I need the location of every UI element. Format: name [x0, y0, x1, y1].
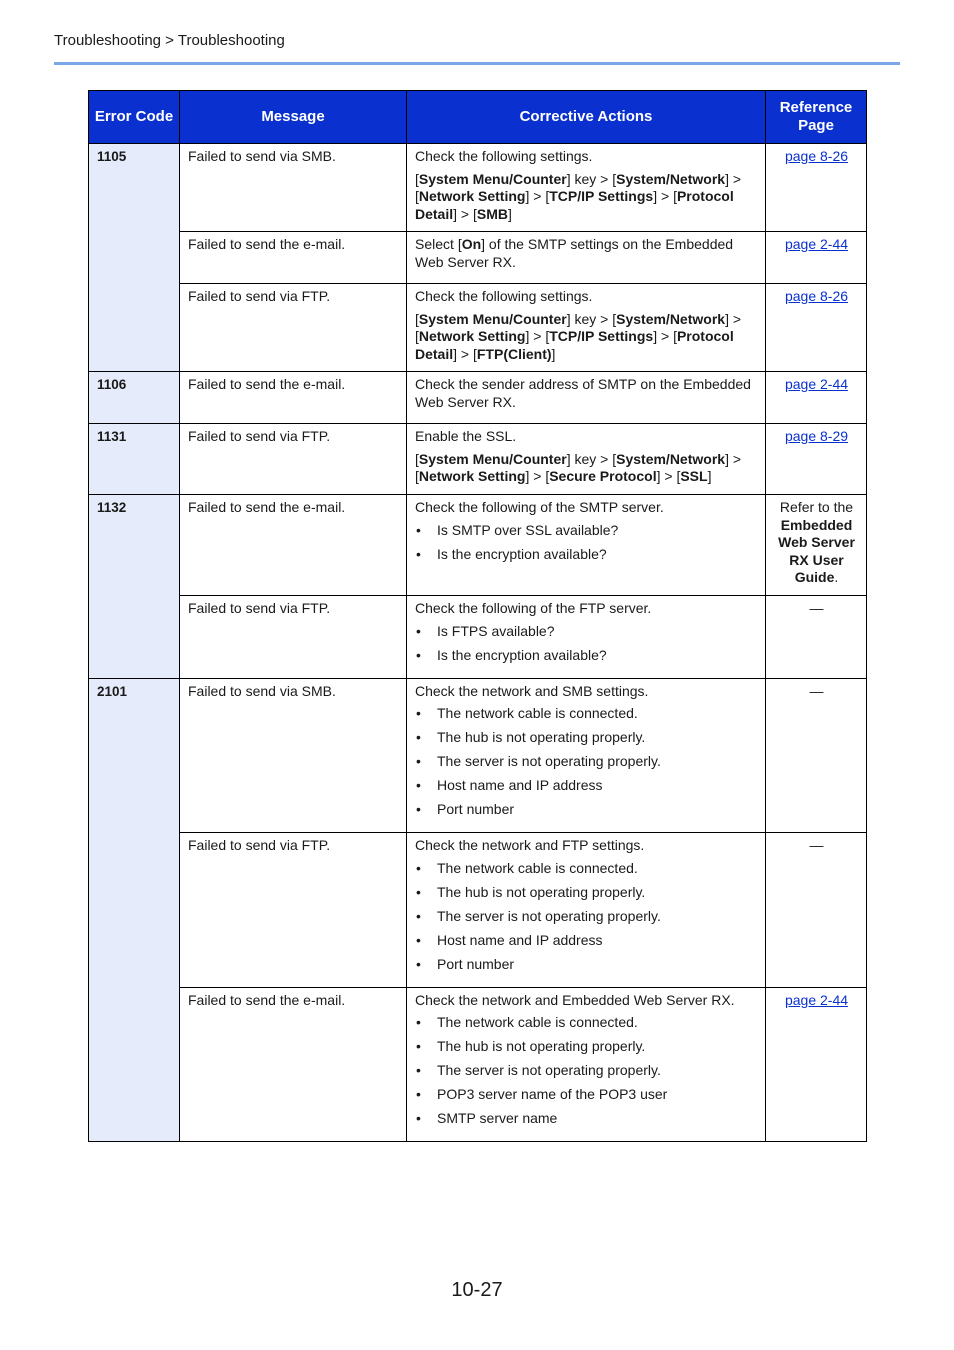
table-row — [89, 284, 867, 372]
breadcrumb: Troubleshooting > Troubleshooting — [54, 32, 285, 49]
table-row — [89, 987, 867, 1142]
column-header-error-code: Error Code — [89, 91, 180, 144]
reference-page: — — [766, 596, 867, 679]
list-item: • The network cable is connected. — [415, 860, 758, 878]
reference-page: — — [766, 833, 867, 988]
list-item: • Port number — [415, 956, 758, 974]
page-number: 10-27 — [451, 1279, 503, 1301]
list-item: • Is the encryption available? — [415, 546, 758, 564]
reference-link[interactable]: page 2-44 — [784, 991, 849, 1008]
list-item: • POP3 server name of the POP3 user — [415, 1086, 758, 1104]
reference-page — [766, 144, 867, 232]
corrective-actions — [407, 596, 766, 679]
action-text: Select [On] of the SMTP settings on the Embedded Web Server RX. — [415, 236, 734, 270]
action-text: Check the sender address of SMTP on the Embedded Web Server RX. — [415, 376, 751, 410]
error-code: 1105 — [89, 144, 180, 372]
corrective-actions — [407, 232, 766, 284]
reference-page — [766, 284, 867, 372]
action-text: Check the following settings. — [415, 288, 593, 304]
column-header-message: Message — [180, 91, 407, 144]
reference-page — [766, 232, 867, 284]
list-item: • The hub is not operating properly. — [415, 884, 758, 902]
check-list — [415, 623, 758, 665]
error-message: Failed to send via SMB. — [180, 678, 407, 833]
list-item: • Host name and IP address — [415, 777, 758, 795]
action-text: Check the network and FTP settings. — [415, 837, 645, 853]
list-item: • SMTP server name — [415, 1110, 758, 1128]
list-item: • The network cable is connected. — [415, 1014, 758, 1032]
reference-page — [766, 987, 867, 1142]
column-header-corrective-actions: Corrective Actions — [407, 91, 766, 144]
corrective-actions — [407, 372, 766, 424]
table-row — [89, 596, 867, 679]
action-text: Enable the SSL. — [415, 428, 517, 444]
list-item: • The hub is not operating properly. — [415, 729, 758, 747]
corrective-actions — [407, 495, 766, 596]
check-list — [415, 1014, 758, 1128]
settings-path: [System Menu/Counter] key > [System/Network] > [Network Setting] > [TCP/IP Settings] > [Protocol Detail] > [SMB] — [415, 170, 742, 222]
settings-path: [System Menu/Counter] key > [System/Network] > [Network Setting] > [TCP/IP Settings] > [Protocol Detail] > [FTP(Client)] — [415, 310, 742, 362]
error-message: Failed to send the e-mail. — [180, 987, 407, 1142]
check-list — [415, 522, 758, 564]
table-row — [89, 144, 867, 232]
action-text: Check the following of the FTP server. — [415, 600, 652, 616]
table-row — [89, 833, 867, 988]
table-row — [89, 372, 867, 424]
reference-note: Refer to the Embedded Web Server RX User Guide. — [778, 499, 855, 585]
list-item: • The hub is not operating properly. — [415, 1038, 758, 1056]
reference-page — [766, 372, 867, 424]
check-list — [415, 705, 758, 819]
corrective-actions — [407, 284, 766, 372]
reference-link[interactable]: page 2-44 — [784, 376, 849, 392]
error-message: Failed to send the e-mail. — [180, 495, 407, 596]
corrective-actions — [407, 424, 766, 495]
corrective-actions — [407, 144, 766, 232]
action-text: Check the following settings. — [415, 148, 593, 164]
list-item: • Is SMTP over SSL available? — [415, 522, 758, 540]
action-text: Check the network and SMB settings. — [415, 682, 649, 699]
action-text: Check the network and Embedded Web Server RX. — [415, 991, 735, 1008]
table-row — [89, 424, 867, 495]
table-row — [89, 232, 867, 284]
column-header-reference-page: Reference Page — [766, 91, 867, 144]
error-message: Failed to send the e-mail. — [180, 232, 407, 284]
list-item: • The network cable is connected. — [415, 705, 758, 723]
error-code: 1131 — [89, 424, 180, 495]
error-message: Failed to send via FTP. — [180, 596, 407, 679]
action-text: Check the following of the SMTP server. — [415, 499, 664, 515]
table-header-row — [89, 91, 867, 144]
error-code: 1132 — [89, 495, 180, 679]
error-message: Failed to send via SMB. — [180, 144, 407, 232]
corrective-actions — [407, 678, 766, 833]
list-item: • Host name and IP address — [415, 932, 758, 950]
error-code: 2101 — [89, 678, 180, 1142]
reference-page — [766, 424, 867, 495]
list-item: • The server is not operating properly. — [415, 908, 758, 926]
list-item: • Is FTPS available? — [415, 623, 758, 641]
error-message: Failed to send via FTP. — [180, 284, 407, 372]
reference-page: — — [766, 678, 867, 833]
table-row — [89, 678, 867, 833]
header-divider — [54, 62, 900, 65]
corrective-actions — [407, 987, 766, 1142]
list-item: • Is the encryption available? — [415, 647, 758, 665]
corrective-actions — [407, 833, 766, 988]
list-item: • The server is not operating properly. — [415, 1062, 758, 1080]
error-message: Failed to send via FTP. — [180, 833, 407, 988]
list-item: • Port number — [415, 801, 758, 819]
settings-path: [System Menu/Counter] key > [System/Network] > [Network Setting] > [Secure Protocol] > [SSL] — [415, 450, 742, 484]
error-code: 1106 — [89, 372, 180, 424]
check-list — [415, 860, 758, 974]
reference-link[interactable]: page 8-26 — [784, 288, 849, 304]
reference-link[interactable]: page 2-44 — [784, 236, 849, 252]
reference-link[interactable]: page 8-29 — [784, 428, 849, 444]
table-row — [89, 495, 867, 596]
error-code-table — [88, 90, 867, 1142]
reference-link[interactable]: page 8-26 — [784, 148, 849, 164]
list-item: • The server is not operating properly. — [415, 753, 758, 771]
error-message: Failed to send via FTP. — [180, 424, 407, 495]
error-message: Failed to send the e-mail. — [180, 372, 407, 424]
reference-page — [766, 495, 867, 596]
